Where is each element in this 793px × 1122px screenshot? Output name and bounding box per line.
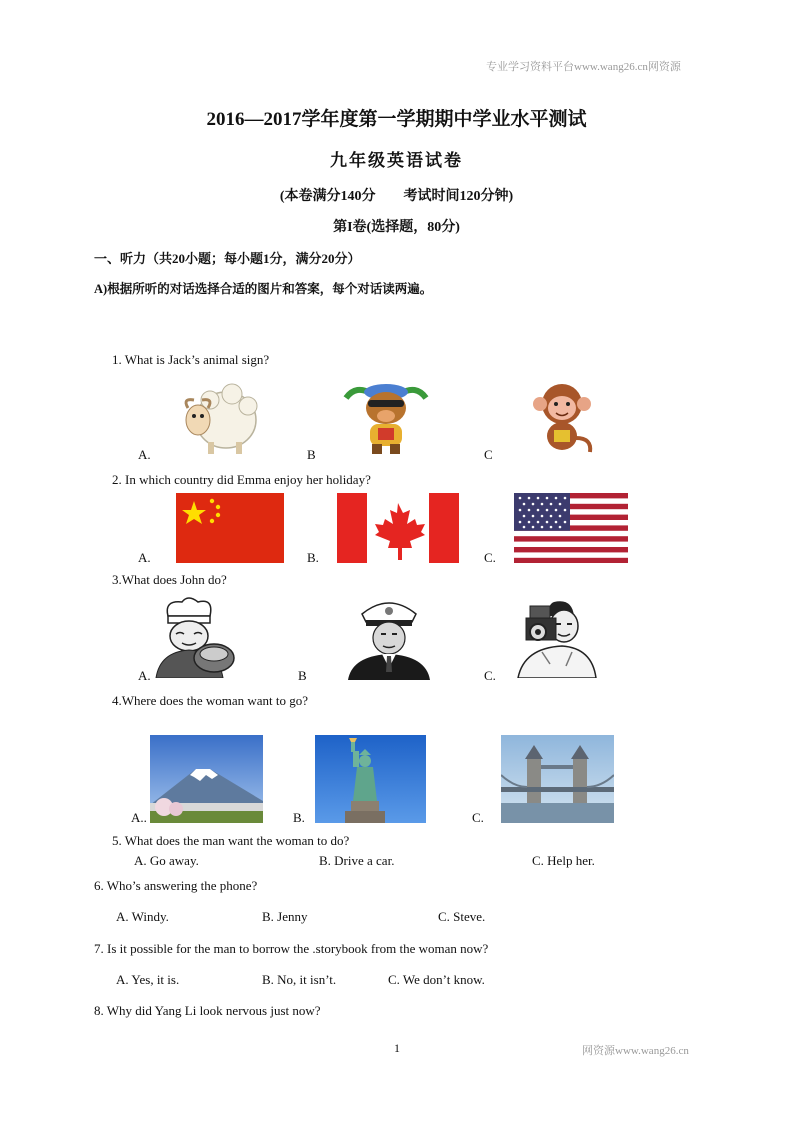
tower-bridge-photo (501, 735, 614, 823)
cameraman-icon (512, 596, 598, 678)
usa-flag-icon (514, 493, 628, 563)
question-3: 3.What does John do? (112, 572, 227, 587)
q4-option-c: C. (472, 810, 484, 825)
question-2: 2. In which country did Emma enjoy her holiday? (112, 472, 371, 487)
captain-icon (348, 596, 430, 680)
q2-option-b: B. (307, 550, 319, 565)
q4-option-a: A.. (131, 810, 147, 825)
q3-option-b: B (298, 668, 307, 683)
question-5: 5. What does the man want the woman to do? (112, 833, 350, 848)
question-8: 8. Why did Yang Li look nervous just now? (94, 1003, 321, 1018)
question-1: 1. What is Jack’s animal sign? (112, 352, 270, 367)
part-title: 第I卷(选择题，80分) (333, 220, 460, 235)
sheep-icon (180, 382, 260, 457)
q7-option-b: B. No, it isn’t. (262, 972, 337, 987)
cook-icon (152, 596, 238, 678)
q5-option-a: A. Go away. (134, 853, 199, 868)
exam-title: 2016—2017学年度第一学期期中学业水平测试 (206, 109, 587, 130)
question-4: 4.Where does the woman want to go? (112, 693, 309, 708)
q5-option-b: B. Drive a car. (319, 853, 395, 868)
mount-fuji-photo (150, 735, 263, 823)
exam-info: (本卷满分140分 考试时间120分钟) (279, 189, 514, 204)
q5-option-c: C. Help her. (532, 853, 595, 868)
section-heading: 一、听力（共20小题；每小题1分，满分20分） (94, 251, 361, 266)
q6-option-b: B. Jenny (262, 909, 308, 924)
page-number: 1 (394, 1041, 400, 1055)
header-watermark: 专业学习资料平台www.wang26.cn网资源 (486, 61, 681, 73)
monkey-icon (524, 380, 600, 458)
q1-option-c: C (484, 447, 493, 462)
q1-option-a: A. (138, 447, 151, 462)
q7-option-c: C. We don’t know. (388, 972, 485, 987)
q3-option-a: A. (138, 668, 151, 683)
q3-option-c: C. (484, 668, 496, 683)
exam-subject: 九年级英语试卷 (330, 151, 463, 170)
q6-option-a: A. Windy. (116, 909, 169, 924)
q6-option-c: C. Steve. (438, 909, 486, 924)
canada-flag-icon (337, 493, 459, 563)
ox-icon (340, 380, 432, 458)
question-7: 7. Is it possible for the man to borrow the .storybook from the woman now? (94, 941, 489, 956)
question-6: 6. Who’s answering the phone? (94, 878, 258, 893)
q1-option-b: B (307, 447, 316, 462)
statue-of-liberty-photo (315, 735, 426, 823)
china-flag-icon (176, 493, 284, 563)
q4-option-b: B. (293, 810, 305, 825)
footer-watermark: 网资源www.wang26.cn (582, 1045, 689, 1057)
q7-option-a: A. Yes, it is. (116, 972, 180, 987)
q2-option-a: A. (138, 550, 151, 565)
q2-option-c: C. (484, 550, 496, 565)
section-instruction: A)根据所听的对话选择合适的图片和答案，每个对话读两遍。 (94, 282, 433, 296)
